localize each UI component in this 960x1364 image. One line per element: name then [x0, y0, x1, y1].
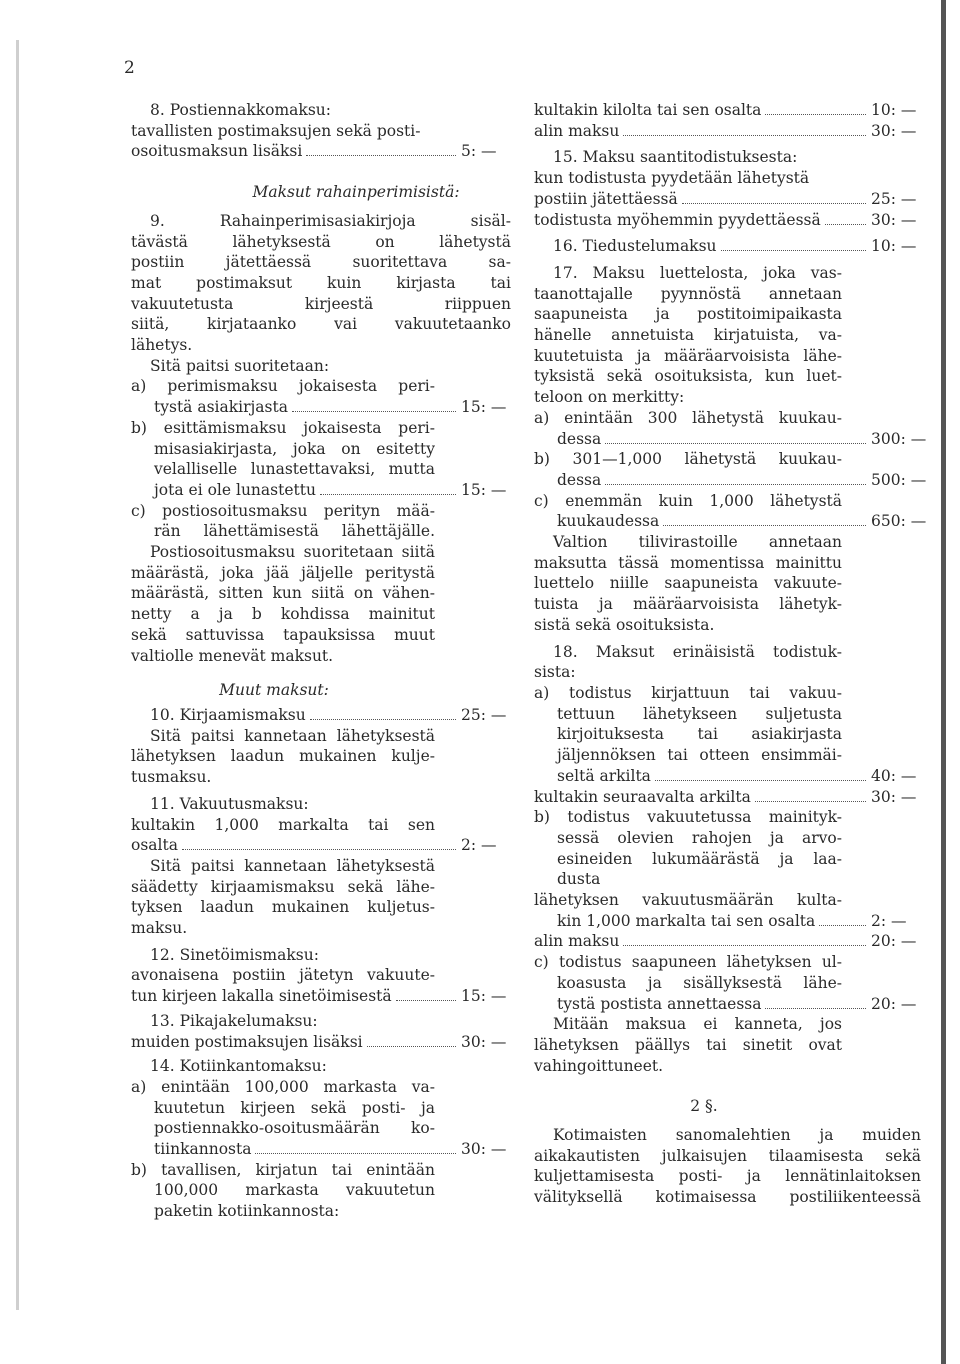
section-9-b: misasiakirjasta, joka on esitetty: [154, 439, 435, 458]
section-17-c: c) enemmän kuin 1,000 lähetystä: [534, 491, 842, 510]
section-18-b: sessä olevien rahojen ja arvo-: [557, 828, 842, 847]
section-10-text: tusmaksu.: [131, 768, 212, 787]
fee-row: kultakin seuraavalta arkilta 30: —: [534, 787, 917, 806]
section-9-a: a) perimismaksu jokaisesta peri-: [131, 377, 435, 396]
right-column: [534, 100, 927, 1208]
scan-edge-left: [16, 40, 19, 1310]
fee-row: dessa 500: —: [557, 470, 927, 489]
section-11-text: tyksen laadun mukainen kuljetus-: [131, 898, 435, 917]
section-15-line: kun todistusta pyydetään lähetystä: [534, 169, 810, 188]
section-18-end: lähetyksen päällys tai sinetit ovat: [534, 1035, 842, 1054]
section-18-title: sista:: [534, 663, 576, 682]
fee-row: alin maksu 20: —: [534, 932, 917, 951]
section-9-post: netty a ja b kohdissa mainitut: [131, 605, 435, 624]
section-18-end: vahingoittuneet.: [534, 1056, 664, 1075]
section-17-b: b) 301—1,000 lähetystä kuukau-: [534, 450, 842, 469]
page-number: 2: [124, 58, 135, 78]
fee-row: kuukaudessa 650: —: [557, 512, 927, 531]
section-14-a: kuutetun kirjeen sekä posti- ja: [154, 1098, 435, 1117]
section-9-post: sekä sattuvissa tapauksissa muut: [131, 625, 435, 644]
section-18-c: koasusta ja sisällyksestä lähe-: [557, 973, 842, 992]
subheading-muut-maksut: Muut maksut:: [219, 681, 329, 700]
section-17-valtion: tuista ja määräarvoisista lähetyk-: [534, 595, 842, 614]
left-column: [131, 100, 511, 1222]
section-18-b: b) todistus vakuutetussa mainityk-: [534, 808, 842, 827]
section-9-post: Postiosoitusmaksu suoritetaan siitä: [150, 543, 435, 562]
section-18-a: jäljennöksen tai otteen ensimmäi-: [557, 746, 842, 765]
section-8-title: 8. Postiennakkomaksu:: [150, 101, 331, 119]
section-17-valtion: sistä sekä osoituksista.: [534, 615, 715, 634]
paragraph-2-text: välityksellä kotimaisessa postiliikenteessä: [534, 1188, 921, 1207]
paragraph-2-text: kuljettamisesta posti- ja lennätinlaitoksen: [534, 1167, 921, 1186]
section-9-line: 9. Rahainperimisasiakirjoja sisäl-: [150, 211, 511, 230]
section-17-line: taanottajalle pyynnöstä annetaan: [534, 284, 842, 303]
fee-row: osoitusmaksun lisäksi 5: —: [131, 142, 497, 161]
section-12-title: 12. Sinetöimismaksu:: [150, 945, 319, 964]
section-17-valtion: maksutta tässä momentissa mainittu: [534, 553, 842, 572]
section-17-line: tyksistä sekä osoituksista, kun luet-: [534, 367, 842, 386]
section-18-a: a) todistus kirjattuun tai vakuu-: [534, 683, 842, 702]
section-14-title: 14. Kotiinkantomaksu:: [150, 1057, 327, 1076]
section-12-line: avonaisena postiin jätetyn vakuute-: [131, 966, 435, 985]
section-18-a: kirjoituksesta tai asiakirjasta: [557, 725, 842, 744]
section-9-b: velalliselle lunastettavaksi, mutta: [154, 460, 435, 479]
section-11-text: säädetty kirjaamismaksu sekä lähe-: [131, 877, 435, 896]
section-9-line: lähetys.: [131, 336, 193, 355]
fee-row: alin maksu 30: —: [534, 121, 917, 140]
section-9-line: mat postimaksut kuin kirjasta tai: [131, 273, 511, 292]
section-14-a: postiennakko-osoitusmäärän ko-: [154, 1119, 435, 1138]
section-10-text: Sitä paitsi kannetaan lähetyksestä: [150, 726, 435, 745]
fee-row: tystä asiakirjasta 15: —: [154, 398, 507, 417]
section-13-title: 13. Pikajakelumaksu:: [150, 1011, 318, 1030]
paragraph-2-text: aikakautisten julkaisujen tilaamisesta sekä: [534, 1146, 921, 1165]
section-18-title: 18. Maksut erinäisistä todistuk-: [553, 642, 842, 661]
section-9-line: tävästä lähetyksestä on lähetystä: [131, 232, 511, 251]
fee-row: kin 1,000 markalta tai sen osalta 2: —: [557, 911, 907, 930]
section-9-post: määrästä, sitten kun siitä on vähen-: [131, 584, 435, 603]
fee-row: dessa 300: —: [557, 429, 927, 448]
section-18-b: dusta: [557, 870, 601, 889]
section-17-line: hänelle annetuista kirjatuista, va-: [534, 326, 842, 345]
fee-row: seltä arkilta 40: —: [557, 766, 917, 785]
section-18-a: tettuun lähetykseen suljetusta: [557, 704, 842, 723]
fee-row: tun kirjeen lakalla sinetöimisestä 15: —: [131, 987, 507, 1006]
section-14-b: 100,000 markasta vakuutetun: [154, 1181, 435, 1200]
section-14-a: a) enintään 100,000 markasta va-: [131, 1077, 435, 1096]
fee-row: osalta 2: —: [131, 836, 497, 855]
fee-row: todistusta myöhemmin pyydettäessä 30: —: [534, 210, 917, 229]
fee-row: 10. Kirjaamismaksu 25: —: [150, 705, 507, 724]
section-18-end: Mitään maksua ei kanneta, jos: [553, 1015, 842, 1034]
section-9-line: vakuutetusta kirjeestä riippuen: [131, 294, 511, 313]
section-9-b: b) esittämismaksu jokaisesta peri-: [131, 418, 435, 437]
fee-row: muiden postimaksujen lisäksi 30: —: [131, 1032, 507, 1051]
fee-row: 16. Tiedustelumaksu 10: —: [553, 237, 917, 256]
section-8-line: tavallisten postimaksujen sekä posti-: [131, 121, 421, 140]
section-9-post: valtiolle menevät maksut.: [131, 646, 334, 665]
section-11-title: 11. Vakuutusmaksu:: [150, 794, 309, 813]
section-17-valtion: Valtion tilivirastoille annetaan: [553, 533, 842, 552]
fee-row: jota ei ole lunastettu 15: —: [154, 480, 507, 499]
section-18-b: lähetyksen vakuutusmäärän kulta-: [534, 891, 842, 910]
section-11-text: Sitä paitsi kannetaan lähetyksestä: [150, 856, 435, 875]
section-14-b: b) tavallisen, kirjatun tai enintään: [131, 1160, 435, 1179]
section-17-line: kuutetuista ja määräarvoisista lähe-: [534, 346, 842, 365]
section-11-text: maksu.: [131, 919, 188, 938]
scan-edge-right: [941, 0, 946, 1364]
section-18-b: esineiden lukumäärästä ja laa-: [557, 849, 842, 868]
fee-row: tiinkannosta 30: —: [154, 1140, 507, 1159]
fee-row: postiin jätettäessä 25: —: [534, 189, 917, 208]
section-15-title: 15. Maksu saantitodistuksesta:: [553, 148, 798, 167]
paragraph-2-text: Kotimaisten sanomalehtien ja muiden: [553, 1126, 921, 1145]
section-17-line: teloon on merkitty:: [534, 388, 685, 407]
section-18-c: c) todistus saapuneen lähetyksen ul-: [534, 953, 842, 972]
section-17-a: a) enintään 300 lähetystä kuukau-: [534, 408, 842, 427]
section-9-c: rän lähettämisestä lähettäjälle.: [154, 522, 435, 541]
section-17-line: 17. Maksu luettelosta, joka vas-: [553, 263, 842, 282]
section-17-line: saapuneista ja postitoimipaikasta: [534, 305, 842, 324]
section-9-line: postiin jätettäessä suoritettava sa-: [131, 253, 511, 272]
section-9-sita: Sitä paitsi suoritetaan:: [150, 356, 330, 375]
paragraph-2-heading: 2 §.: [690, 1097, 718, 1116]
section-9-post: määrästä, joka jää jäljelle peritystä: [131, 563, 435, 582]
section-9-c: c) postiosoitusmaksu perityn mää-: [131, 501, 435, 520]
subheading-rahainperimisista: Maksut rahainperimisistä:: [252, 183, 460, 202]
section-11-line: kultakin 1,000 markalta tai sen: [131, 815, 435, 834]
fee-row: tystä postista annettaessa 20: —: [557, 994, 917, 1013]
section-14-b: paketin kotiinkannosta:: [154, 1202, 340, 1221]
fee-row: kultakin kilolta tai sen osalta 10: —: [534, 101, 917, 119]
section-17-valtion: luettelo niille saapuneista vakuute-: [534, 574, 842, 593]
section-10-text: lähetyksen laadun mukainen kulje-: [131, 747, 435, 766]
section-9-line: siitä, kirjataanko vai vakuutetaanko: [131, 315, 511, 334]
